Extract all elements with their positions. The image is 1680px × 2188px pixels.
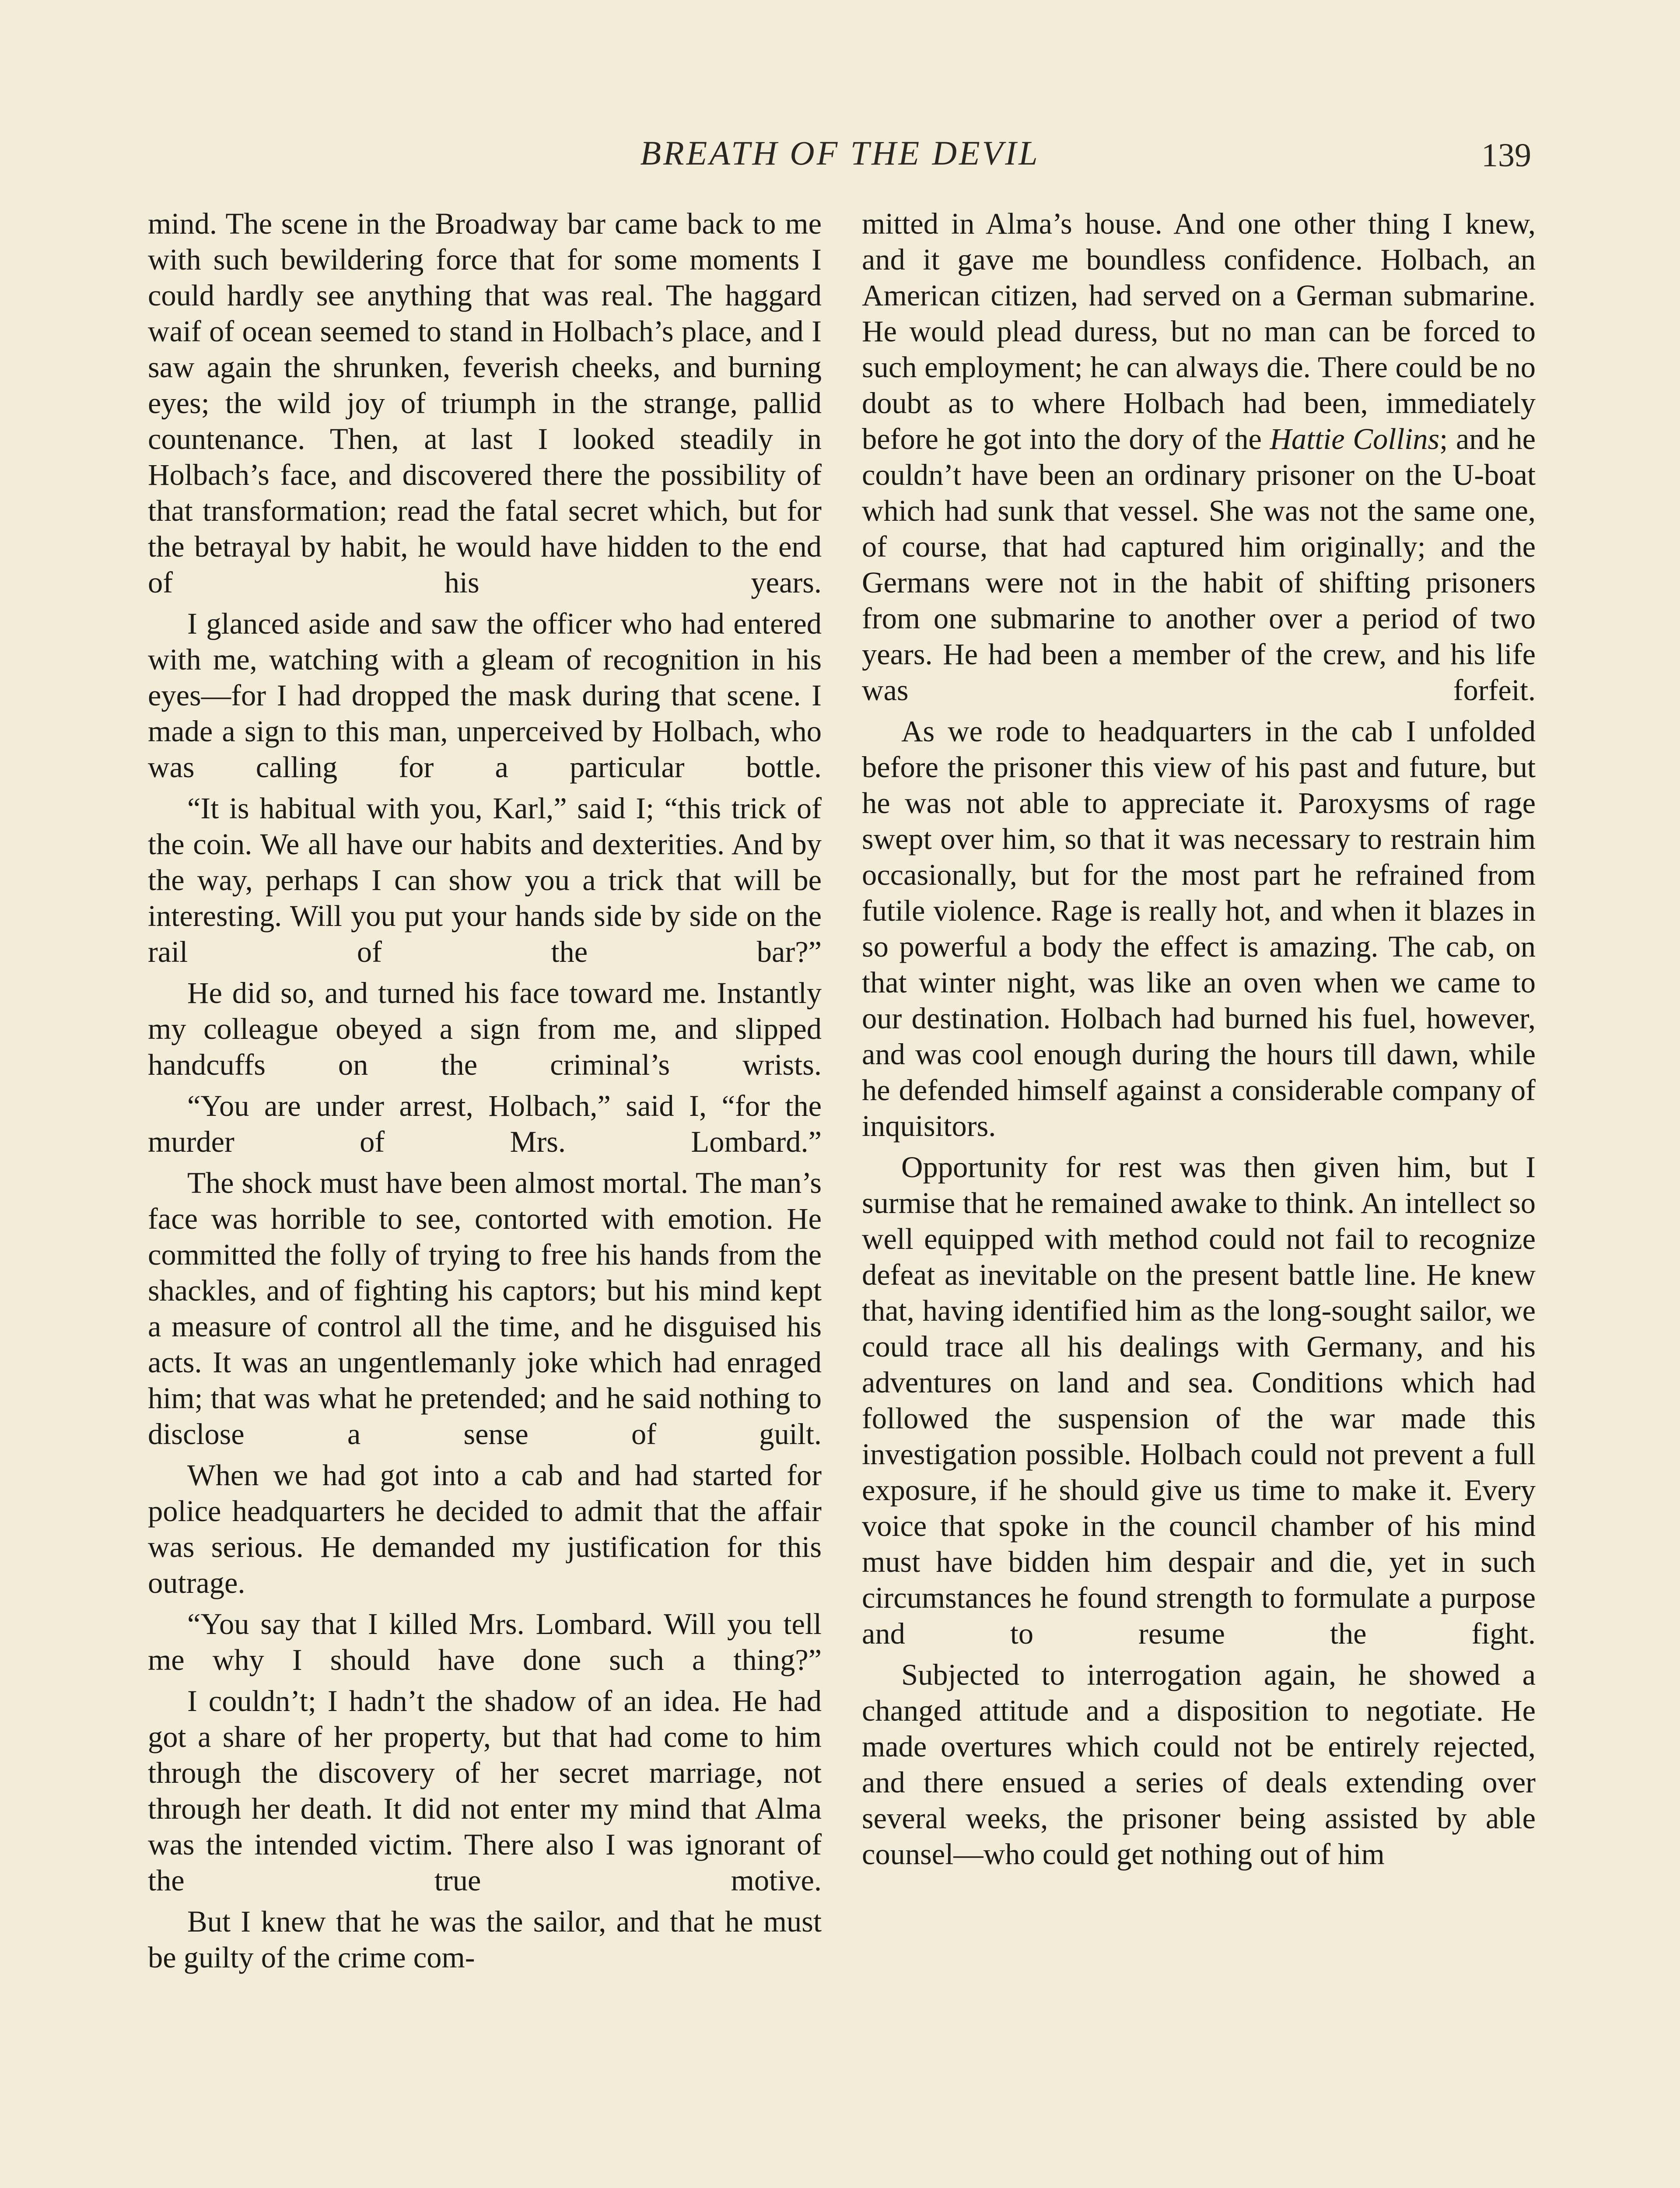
right-column [862,206,1536,1877]
paragraph: “You are under arrest, Holbach,” said I, “for the murder of Mrs. Lombard.” [148,1089,822,1158]
paragraph: mind. The scene in the Broadway bar came back to me with such bewildering force that for some moments I could hardly see anything that was real. The haggard waif of ocean seemed to stand in Holbach’s place, and I saw again the shrunken, feverish cheeks, and burning eyes; the wild joy of triumph in the strange, pallid countenance. Then, at last I looked steadily in Holbach’s face, and discovered there the possibility of that transformation; read the fatal secret which, but for the betrayal by habit, he would have hidden to the end of his years. [148,207,822,599]
paragraph: I glanced aside and saw the officer who had entered with me, watching with a gleam of recognition in his eyes—for I had dropped the mask during that scene. I made a sign to this man, unperceived by Holbach, who was calling for a particular bottle. [148,607,822,784]
paragraph: mitted in Alma’s house. And one other thing I knew, and it gave me boundless confidence. Holbach, an American citizen, had served on a German submarine. He would plead duress, but no man can be forced to such employment; he can always die. There could be no doubt as to where Holbach had been, immediately before he got into the dory of the Hattie Collins; and he couldn’t have been an ordinary prisoner on the U-boat which had sunk that vessel. She was not the same one, of course, that had captured him originally; and the Germans were not in the habit of shifting prisoners from one submarine to another over a period of two years. He had been a member of the crew, and his life was forfeit. [862,207,1536,707]
paragraph: But I knew that he was the sailor, and that he must be guilty of the crime com- [148,1905,822,1974]
paragraph: Opportunity for rest was then given him, but I surmise that he remained awake to think. An intellect so well equipped with method could not fail to recognize defeat as inevitable on the present battle line. He knew that, having identified him as the long-sought sailor, we could trace all his dealings with Germany, and his adventures on land and sea. Conditions which had followed the suspension of the war made this investigation possible. Holbach could not prevent a full exposure, if he should give us time to make it. Every voice that spoke in the council chamber of his mind must have bidden him despair and die, yet in such circumstances he found strength to formulate a purpose and to resume the fight. [862,1150,1536,1650]
left-column [148,206,822,1981]
paragraph: I couldn’t; I hadn’t the shadow of an idea. He had got a share of her property, but that had come to him through the discovery of her secret marriage, not through her death. It did not enter my mind that Alma was the intended victim. There also I was ignorant of the true motive. [148,1684,822,1897]
paragraph: As we rode to headquarters in the cab I unfolded before the prisoner this view of his past and future, but he was not able to appreciate it. Paroxysms of rage swept over him, so that it was necessary to restrain him occasionally, but for the most part he refrained from futile violence. Rage is really hot, and when it blazes in so powerful a body the effect is amazing. The cab, on that winter night, was like an oven when we came to our destination. Holbach had burned his fuel, however, and was cool enough during the hours till dawn, while he defended himself against a considerable company of inquisitors. [862,715,1536,1143]
paragraph: “It is habitual with you, Karl,” said I; “this trick of the coin. We all have our habits and dexterities. And by the way, perhaps I can show you a trick that will be interesting. Will you put your hands side by side on the rail of the bar?” [148,792,822,968]
paragraph: Subjected to interrogation again, he showed a changed attitude and a disposition to negotiate. He made overtures which could not be entirely rejected, and there ensued a series of deals extending over several weeks, the prisoner being assisted by able counsel—who could get nothing out of him [862,1658,1536,1871]
page-number: 139 [1481,137,1531,174]
running-title: BREATH OF THE DEVIL [640,134,1040,172]
paragraph: The shock must have been almost mortal. The man’s face was horrible to see, contorted with emotion. He committed the folly of trying to free his hands from the shackles, and of fighting his captors; but his mind kept a measure of control all the time, and he disguised his acts. It was an ungentlemanly joke which had enraged him; that was what he pretended; and he said nothing to disclose a sense of guilt. [148,1166,822,1451]
paragraph: “You say that I killed Mrs. Lombard. Will you tell me why I should have done such a thing?” [148,1607,822,1676]
ship-name: Hattie Collins [1270,422,1440,456]
paragraph: He did so, and turned his face toward me. Instantly my colleague obeyed a sign from me, and slipped handcuffs on the criminal’s wrists. [148,976,822,1081]
paragraph: When we had got into a cab and had started for police headquarters he decided to admit that the affair was serious. He demanded my justification for this outrage. [148,1459,822,1599]
